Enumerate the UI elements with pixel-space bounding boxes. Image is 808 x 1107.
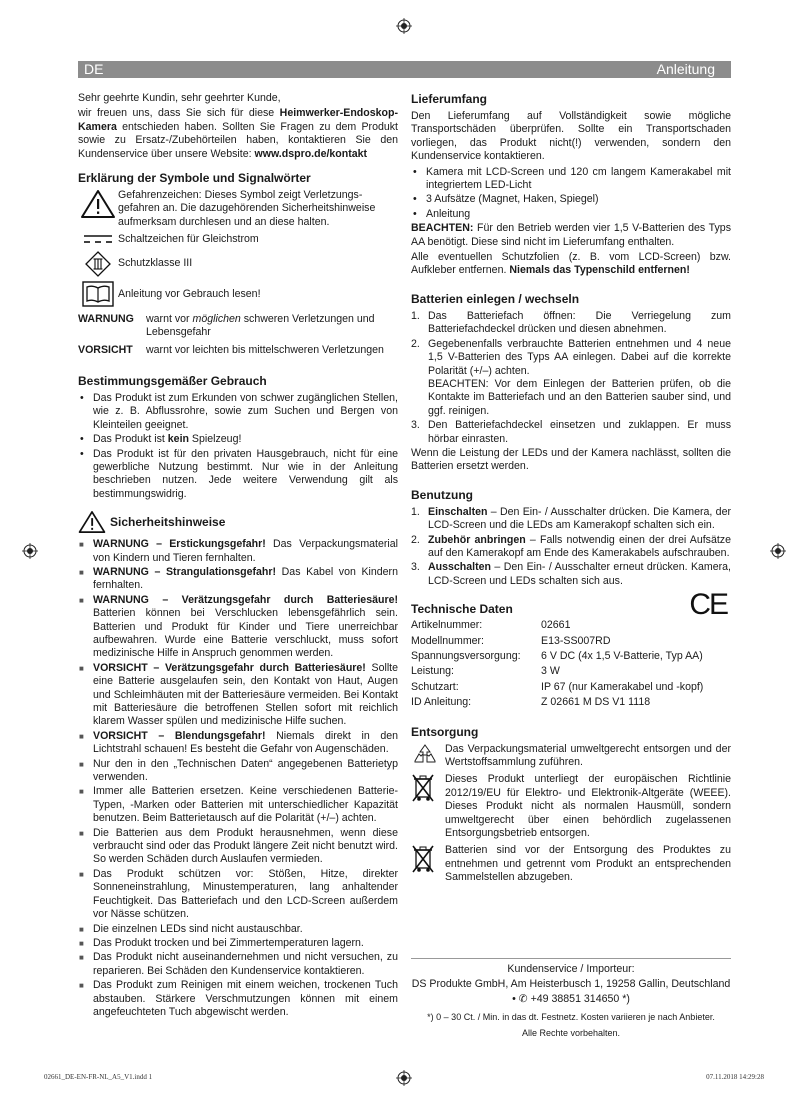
safety-item xyxy=(78,758,398,785)
signal-word: WARNUNG xyxy=(78,312,134,325)
delivery-text: Den Lieferumfang auf Vollständigkeit sowie mögliche Transportschäden überprüfen. Sollte ein Transportschaden vorliegen, das Produkt nicht(!) verwenden, sondern den Kundenservice kontaktieren. xyxy=(411,110,731,163)
battery-title: Batterien einlegen / wechseln xyxy=(411,291,580,306)
foil-text: Alle eventuellen Schutzfolien (z. B. vom LCD-Screen) bzw. Aufkleber entfernen. xyxy=(411,251,731,277)
disposal-title: Entsorgung xyxy=(411,724,479,739)
safety-text: Niemals direkt in den Lichtstrahl schauen! Es besteht die Gefahr von Augenschäden. xyxy=(93,729,398,756)
signal-text: schweren Verletzungen und Lebensgefahr xyxy=(146,312,375,339)
safety-text: Sollte eine Batterie ausgelaufen sein, den Kontakt von Haut, Augen und Schleimhäuten mit der Batteriesäure vermeiden. Bei Kontakt mit Batteriesäure die betroffenen Stellen sofort mit reichlich klarem Wasser spülen und medizinische Hilfe suchen. xyxy=(93,661,399,728)
footer-contact xyxy=(411,958,731,1041)
disposal-text: Dieses Produkt unterliegt der europäischen Richtlinie 2012/19/EU für Elektro- und Elektronik-Altgeräte (WEEE). Dieses Produkt nicht als normalen Hausmüll, sondern umweltgerecht über einen behördlich zugelassenen Entsorgungsbetrieb entsorgen. xyxy=(445,773,731,840)
disposal-item xyxy=(411,844,731,884)
safety-item xyxy=(78,923,398,936)
step-text: Das Batteriefach öffnen: Die Verriegelung zum Batteriefachdeckel drücken und diesen abnehmen. xyxy=(428,309,731,336)
safety-item xyxy=(78,937,398,950)
foil-note xyxy=(411,251,731,278)
safety-item xyxy=(78,538,398,565)
list-item: • 3 Aufsätze (Magnet, Haken, Spiegel) xyxy=(411,193,731,206)
safety-text: Batterien können bei Verschlucken lebensgefährlich sein. Batterien und Produkt für Kinder und Tiere unerreichbar aufbewahren. Wurde eine Batterie verschluckt, muss sofort medizinische Hilfe in Anspruch genommen werden. xyxy=(93,607,398,660)
protection-class-3-icon xyxy=(85,251,111,277)
battery-replace-text: Wenn die Leistung der LEDs und der Kamera nachlässt, sollten die Batterien ersetzt werden. xyxy=(411,446,731,473)
tech-data-key: Schutzart: xyxy=(411,680,459,693)
safety-text: Die einzelnen LEDs sind nicht austauschbar. xyxy=(93,922,303,935)
intro-text-2: entschieden haben. Sollten Sie Fragen zu dem Produkt sowie zu Ersatz-/Zubehörteilen haben, kontaktieren Sie den Kundenservice über unsere Website: xyxy=(78,120,398,160)
list-item: • Das Produkt ist für den privaten Hausgebrauch, nicht für eine gewerbliche Nutzung bestimmt. Nur wie in der Anleitung beschrieben nutzen. Jede weitere Verwendung gilt als bestimmungswidrig. xyxy=(78,448,398,502)
language-label: DE xyxy=(84,61,104,77)
safety-item xyxy=(78,662,398,729)
step-text: Den Batteriefachdeckel einsetzen und zuklappen. Er muss hörbar einrasten. xyxy=(428,419,731,445)
tech-data-row xyxy=(411,664,703,679)
battery-step: 2. Gegebenenfalls verbrauchte Batterien entnehmen und 4 neue 1,5 V-Batterien des Typs AA einlegen. Dabei auf die korrekte Polarität (+/–) achten. BEACHTEN: Vor dem Einlegen der Batterien prüfen, ob die Kontakte im Batteriefach und an den Batterien sauber sind, und ggf. reinigen. xyxy=(411,337,731,417)
safety-item xyxy=(78,594,398,661)
note-text: Für den Betrieb werden vier 1,5 V-Batterien des Typs AA benötigt. Diese sind nicht im Lieferumfang enthalten. xyxy=(411,222,731,248)
tech-data-value: IP 67 (nur Kamerakabel und -kopf) xyxy=(541,680,704,693)
safety-text: Das Produkt nicht auseinandernehmen und nicht versuchen, zu reparieren. Bei Schäden den Kundenservice kontaktieren. xyxy=(93,951,398,977)
footer-address: DS Produkte GmbH, Am Heisterbusch 1, 19258 Gallin, Deutschland • ✆ +49 38851 314650 *) xyxy=(411,978,731,1005)
signal-word: VORSICHT xyxy=(78,344,133,357)
footer-service-label: Kundenservice / Importeur: xyxy=(507,963,635,975)
disposal-text: Das Verpackungsmaterial umweltgerecht entsorgen und der Wertstoffsammlung zuführen. xyxy=(445,742,731,769)
safety-warning-label: VORSICHT – Verätzungsgefahr durch Batteriesäure! xyxy=(93,661,366,674)
symbol-row xyxy=(78,189,398,229)
step-note: BEACHTEN: Vor dem Einlegen der Batterien prüfen, ob die Kontakte im Batteriefach und an den Batterien sauber sind, und ggf. reinigen. xyxy=(428,377,731,417)
intro-paragraph xyxy=(78,107,398,161)
direct-current-icon xyxy=(82,233,114,245)
registration-mark-top xyxy=(396,18,412,34)
safety-warning-label: WARNUNG – Verätzungsgefahr durch Batteriesäure! xyxy=(93,593,398,606)
symbol-text: Schaltzeichen für Gleichstrom xyxy=(118,233,259,246)
product-name: Heimwerker-Endoskop-Kamera xyxy=(78,107,398,133)
safety-text: Das Verpackungsmaterial von Kindern und Tieren fernhalten. xyxy=(93,538,399,564)
intended-use-title: Bestimmungsgemäßer Gebrauch xyxy=(78,373,267,388)
tech-data-row xyxy=(411,634,703,649)
tech-data-value: 3 W xyxy=(541,665,560,678)
safety-text: Das Kabel von Kindern fernhalten. xyxy=(93,565,398,592)
delivery-list xyxy=(411,166,731,222)
safety-text: Die Batterien aus dem Produkt herausnehmen, wenn diese verbraucht sind oder das Produkt längere Zeit nicht benutzt wird. So werden Schäden durch Auslaufen vermieden. xyxy=(93,826,398,866)
right-column xyxy=(411,92,731,889)
usage-step: 2. Zubehör anbringen – Falls notwendig einen der drei Aufsätze auf den Kamerakopf am Ende des Kamerakabels aufschrauben. xyxy=(411,533,731,559)
battery-step: 1. Das Batteriefach öffnen: Die Verriegelung zum Batteriefachdeckel drücken und diesen abnehmen. xyxy=(411,309,731,336)
left-column xyxy=(78,92,398,1020)
list-item-bold: kein xyxy=(167,433,189,446)
header-title: Anleitung xyxy=(656,61,715,77)
list-item-text: Spielzeug! xyxy=(188,433,242,446)
safety-item xyxy=(78,785,398,825)
battery-steps xyxy=(411,310,731,446)
symbol-text: Gefahrenzeichen: Dieses Symbol zeigt Verletzungs-gefahren an. Die dazugehörenden Sicherheitshinweise aufmerksam durchlesen und an diese halten. xyxy=(118,189,376,228)
ce-mark: CE xyxy=(689,588,727,622)
symbol-row xyxy=(78,233,398,246)
tech-data-value: 6 V DC (4x 1,5 V-Batterie, Typ AA) xyxy=(541,650,703,662)
signal-text: warnt vor xyxy=(146,312,193,325)
tech-data-value: Z 02661 M DS V1 1118 xyxy=(541,696,651,709)
tech-title: Technische Daten xyxy=(411,602,513,617)
safety-item xyxy=(78,868,398,922)
tech-data-table xyxy=(411,618,703,710)
read-manual-icon xyxy=(82,281,114,307)
safety-warning-label: WARNUNG – Erstickungsgefahr! xyxy=(93,538,266,551)
greeting: Sehr geehrte Kundin, sehr geehrter Kunde, xyxy=(78,92,281,104)
list-item: • Anleitung xyxy=(411,208,731,221)
usage-title: Benutzung xyxy=(411,487,473,502)
registration-mark-right xyxy=(770,543,786,559)
contact-website[interactable]: www.dspro.de/kontakt xyxy=(254,147,368,160)
safety-item xyxy=(78,979,398,1019)
page-header-bar xyxy=(78,61,731,78)
safety-title: Sicherheitshinweise xyxy=(110,515,226,530)
tech-data-key: ID Anleitung: xyxy=(411,696,472,709)
foil-warning: Niemals das Typenschild entfernen! xyxy=(509,264,690,277)
intro-text-1: wir freuen uns, dass Sie sich für diese xyxy=(78,107,280,120)
list-item-text: Das Produkt ist xyxy=(93,433,168,446)
registration-mark-bottom xyxy=(396,1070,412,1086)
usage-step: 3. Ausschalten – Den Ein- / Ausschalter erneut drücken. Kamera, LCD-Screen und LEDs schalten sich aus. xyxy=(411,561,731,587)
print-slug-left: 02661_DE-EN-FR-NL_A5_V1.indd 1 xyxy=(44,1073,153,1081)
disposal-item xyxy=(411,743,731,770)
signal-word-row xyxy=(78,313,398,340)
signal-description: warnt vor leichten bis mittelschweren Verletzungen xyxy=(146,344,384,357)
tech-data-row xyxy=(411,680,703,695)
disposal-item xyxy=(411,773,731,840)
symbol-text: Anleitung vor Gebrauch lesen! xyxy=(118,287,261,300)
list-item xyxy=(78,433,398,446)
warning-triangle-icon xyxy=(80,189,116,219)
signal-emphasis: möglichen xyxy=(192,312,241,325)
safety-text: Nur den in den „Technischen Daten“ angegebenen Batterietyp verwenden. xyxy=(93,757,398,784)
safety-item xyxy=(78,730,398,757)
list-item: • Kamera mit LCD-Screen und 120 cm langem Kamerakabel mit integriertem LED-Licht xyxy=(411,166,731,193)
tech-data-key: Artikelnummer: xyxy=(411,619,483,632)
tech-data-row xyxy=(411,618,703,633)
battery-bin-icon xyxy=(411,844,435,874)
tech-data-row xyxy=(411,695,703,710)
step-label: Zubehör anbringen xyxy=(428,533,526,546)
footer-cost-note: *) 0 – 30 Ct. / Min. in das dt. Festnetz. Kosten variieren je nach Anbieter. xyxy=(427,1012,715,1022)
tech-data-row xyxy=(411,649,703,664)
safety-warning-label: VORSICHT – Blendungsgefahr! xyxy=(93,729,266,742)
recycling-icon xyxy=(411,743,439,765)
weee-bin-icon xyxy=(411,773,435,803)
tech-data-key: Modellnummer: xyxy=(411,634,485,647)
list-item: • Das Produkt ist zum Erkunden von schwer zugänglichen Stellen, wie z. B. Abflussrohre, sowie zum Suchen und Bergen von Kleinteilen geeignet. xyxy=(78,392,398,432)
safety-text: Das Produkt schützen vor: Stößen, Hitze, direkter Sonneneinstrahlung, Minustemperaturen, lang anhaltender Feuchtigkeit. Das Batteriefach und den LCD-Screen außerdem vor Nässe schützen. xyxy=(93,867,398,921)
symbol-row xyxy=(78,281,398,307)
note-label: BEACHTEN: xyxy=(411,222,474,235)
symbols-title: Erklärung der Symbole und Signalwörter xyxy=(78,171,311,186)
step-text: – Den Ein- / Ausschalter drücken. Die Kamera, der LCD-Screen und die LEDs am Kamerakopf schalten sich ein. xyxy=(428,505,731,532)
safety-text: Das Produkt trocken und bei Zimmertemperaturen lagern. xyxy=(93,936,364,949)
step-label: Einschalten xyxy=(428,505,488,518)
safety-text: Das Produkt zum Reinigen mit einem weichen, trockenen Tuch abstauben. Stärkere Verschmutzungen können mit einem angefeuchteten Tuch abgewischt werden. xyxy=(93,979,398,1018)
intended-use-list xyxy=(78,392,398,501)
delivery-note xyxy=(411,222,731,249)
symbol-text: Schutzklasse III xyxy=(118,256,193,269)
symbol-row xyxy=(78,251,398,277)
safety-item xyxy=(78,566,398,593)
step-text: – Falls notwendig einen der drei Aufsätze auf den Kamerakopf am Ende des Kamerakabels aufschrauben. xyxy=(428,533,731,559)
registration-mark-left xyxy=(22,543,38,559)
battery-step: 3. Den Batteriefachdeckel einsetzen und zuklappen. Er muss hörbar einrasten. xyxy=(411,419,731,445)
footer-rights: Alle Rechte vorbehalten. xyxy=(521,1028,621,1038)
print-slug-right: 07.11.2018 14:29:28 xyxy=(706,1073,764,1081)
tech-data-value: 02661 xyxy=(541,619,571,632)
disposal-text: Batterien sind vor der Entsorgung des Produktes zu entnehmen und getrennt vom Produkt an entsprechenden Sammelstellen abzugeben. xyxy=(445,844,731,884)
warning-triangle-icon xyxy=(78,510,106,534)
safety-text: Immer alle Batterien ersetzen. Keine verschiedenen Batterie-Typen, -Marken oder Batterien mit unterschiedlicher Kapazität benutzen. Beim Batterietausch auf die Polarität (+/–) achten. xyxy=(93,785,398,825)
safety-item xyxy=(78,827,398,867)
tech-data-value: E13-SS007RD xyxy=(541,634,611,647)
step-label: Ausschalten xyxy=(428,561,491,574)
step-text: – Den Ein- / Ausschalter erneut drücken. Kamera, LCD-Screen und LEDs schalten sich aus. xyxy=(428,561,731,587)
signal-description xyxy=(146,313,398,340)
safety-list xyxy=(78,538,398,1019)
tech-data-key: Leistung: xyxy=(411,665,454,678)
usage-steps xyxy=(411,506,731,588)
tech-data-key: Spannungsversorgung: xyxy=(411,650,521,662)
safety-warning-label: WARNUNG – Strangulationsgefahr! xyxy=(93,565,277,578)
signal-word-row xyxy=(78,344,398,357)
safety-item xyxy=(78,951,398,978)
step-text: Gegebenenfalls verbrauchte Batterien entnehmen und 4 neue 1,5 V-Batterien des Typs AA einlegen. Dabei auf die korrekte Polarität (+/–) achten. xyxy=(428,337,731,377)
usage-step: 1. Einschalten – Den Ein- / Ausschalter drücken. Die Kamera, der LCD-Screen und die LEDs am Kamerakopf schalten sich ein. xyxy=(411,505,731,532)
delivery-title: Lieferumfang xyxy=(411,92,488,106)
